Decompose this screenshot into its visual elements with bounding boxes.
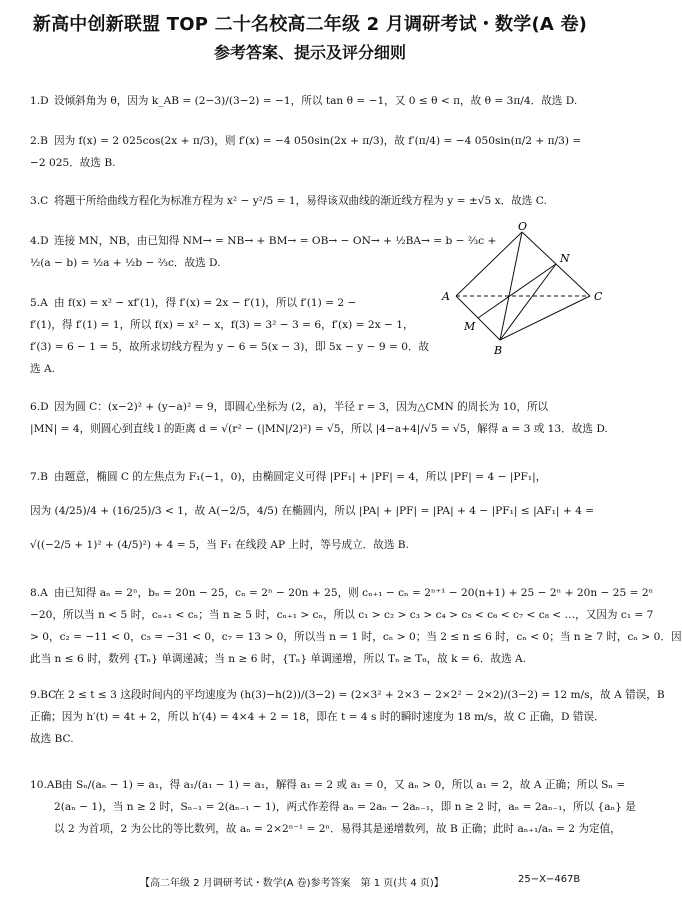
answer-line: 以 2 为首项，2 为公比的等比数列，故 aₙ = 2×2ⁿ⁻¹ = 2ⁿ．易得其是递增数列，故 B 正确；此时 aₙ₊₁/aₙ = 2 为定值， <box>54 823 621 835</box>
answer-line: f′(3) = 6 − 1 = 5，故所求切线方程为 y − 6 = 5(x − 3)，即 5x − y − 9 = 0．故 <box>30 341 430 353</box>
answer-line: 因为 (4/25)/4 + (16/25)/3 < 1，故 A(−2/5，4/5) 在椭圆内，所以 |PA| + |PF| = |PA| + 4 − |PF₁| ≤ |AF₁| + 4 = <box>30 505 595 517</box>
question-number: 7.B <box>30 471 48 483</box>
question-6 <box>30 396 608 440</box>
figure-label: C <box>594 290 603 303</box>
tetrahedron-diagram <box>438 222 606 372</box>
answer-line: 由题意，椭圆 C 的左焦点为 F₁(−1，0)，由椭圆定义可得 |PF₁| + |PF| = 4，所以 |PF| = 4 − |PF₁|， <box>54 471 547 483</box>
question-5 <box>30 292 438 380</box>
edge-OB <box>500 232 522 340</box>
question-number: 8.A <box>30 587 48 599</box>
question-9 <box>30 684 665 750</box>
answer-line: 连接 MN，NB，由已知得 NM→ = NB→ + BM→ = OB→ − ON→ + ½BA→ = b − ⅔c + <box>54 235 497 247</box>
question-3 <box>30 190 596 212</box>
segment-MN <box>478 264 556 318</box>
question-number: 10.AB <box>30 779 63 791</box>
question-number: 6.D <box>30 401 49 413</box>
question-number: 2.B <box>30 135 48 147</box>
answer-line: 此当 n ≤ 6 时，数列 {Tₙ} 单调递减；当 n ≥ 6 时，{Tₙ} 单调递增，所以 Tₙ ≥ T₆，故 k = 6．故选 A. <box>30 653 527 665</box>
question-number: 1.D <box>30 95 49 107</box>
page-subtitle: 参考答案、提示及评分细则 <box>213 43 406 62</box>
answer-line: 2(aₙ − 1)，当 n ≥ 2 时，Sₙ₋₁ = 2(aₙ₋₁ − 1)，两式作差得 aₙ = 2aₙ − 2aₙ₋₁，即 n ≥ 2 时，aₙ = 2aₙ₋₁，所以 {aₙ} 是 <box>54 801 636 813</box>
answer-line: f′(1)，得 f′(1) = 1，所以 f(x) = x² − x，f(3) = 3² − 3 = 6，f′(x) = 2x − 1， <box>30 319 414 331</box>
figure-label: A <box>442 290 450 303</box>
answer-line: 设倾斜角为 θ，因为 k_AB = (2−3)/(3−2) = −1，所以 tan θ = −1，又 0 ≤ θ < π，故 θ = 3π/4．故选 D. <box>54 95 578 107</box>
figure-label: O <box>518 220 528 233</box>
page-title: 新高中创新联盟 TOP 二十名校高二年级 2 月调研考试・数学(A 卷) <box>32 14 588 35</box>
answer-line: 因为 f(x) = 2 025cos(2x + π/3)，则 f′(x) = −4 050sin(2x + π/3)，故 f′(π/4) = −4 050sin(π/2 + π/3) = <box>54 135 582 147</box>
question-10 <box>30 774 636 840</box>
question-8 <box>30 582 682 670</box>
segment-NB <box>500 264 556 340</box>
answer-line: −20，所以当 n < 5 时，cₙ₊₁ < cₙ；当 n ≥ 5 时，cₙ₊₁ > cₙ，所以 c₁ > c₂ > c₃ > c₄ > c₅ < c₆ < c₇ < c₈ < …，又因为 c₁ = 7 <box>30 609 654 621</box>
footer-page-info: 【高二年级 2 月调研考试・数学(A 卷)参考答案 第 1 页(共 4 页)】 <box>140 878 444 889</box>
question-number: 3.C <box>30 195 49 207</box>
answer-line: 因为圆 C：(x−2)² + (y−a)² = 9，即圆心坐标为 (2，a)，半径 r = 3，因为△CMN 的周长为 10，所以 <box>54 401 549 413</box>
question-7 <box>30 466 596 556</box>
question-number: 5.A <box>30 297 48 309</box>
answer-line: 正确；因为 h′(t) = 4t + 2，所以 h′(4) = 4×4 + 2 = 18，即在 t = 4 s 时的瞬时速度为 18 m/s，故 C 正确，D 错误． <box>30 711 605 723</box>
footer-code: 25−X−467B <box>518 874 581 885</box>
tetrahedron-figure <box>438 222 606 372</box>
answer-line: 由已知得 aₙ = 2ⁿ，bₙ = 20n − 25，cₙ = 2ⁿ − 20n + 25，则 cₙ₊₁ − cₙ = 2ⁿ⁺¹ − 20(n+1) + 25 − 2ⁿ + 20n − 25 = 2ⁿ <box>54 587 654 599</box>
answer-line: 由 f(x) = x² − xf′(1)，得 f′(x) = 2x − f′(1)，所以 f′(1) = 2 − <box>54 297 357 309</box>
edge-BC <box>500 296 590 340</box>
edge-OA <box>456 232 522 296</box>
figure-label: B <box>494 344 503 357</box>
answer-line: 由 Sₙ/(aₙ − 1) = a₁，得 a₁/(a₁ − 1) = a₁，解得 a₁ = 2 或 a₁ = 0，又 aₙ > 0，所以 a₁ = 2，故 A 正确；所以 Sₙ = <box>62 779 626 791</box>
answer-line: 将题干所给曲线方程化为标准方程为 x² − y²/5 = 1，易得该双曲线的渐近线方程为 y = ±√5 x．故选 C. <box>54 195 547 207</box>
figure-label: M <box>464 320 476 333</box>
answer-line: 选 A. <box>30 363 55 375</box>
answer-line: 在 2 ≤ t ≤ 3 这段时间内的平均速度为 (h(3)−h(2))/(3−2) = (2×3² + 2×3 − 2×2² − 2×2)/(3−2) = 12 m/s，故 A 错误，B <box>54 689 665 701</box>
question-2 <box>30 130 596 174</box>
question-4 <box>30 230 497 274</box>
question-number: 9.BC <box>30 689 57 701</box>
answer-line: > 0，c₂ = −11 < 0，c₅ = −31 < 0，c₇ = 13 > 0，所以当 n = 1 时，cₙ > 0；当 2 ≤ n ≤ 6 时，cₙ < 0；当 n ≥ 7 时，cₙ > 0．因 <box>30 631 682 643</box>
question-number: 4.D <box>30 235 49 247</box>
figure-label: N <box>560 252 570 265</box>
answer-line: |MN| = 4，则圆心到直线 l 的距离 d = √(r² − (|MN|/2)²) = √5，所以 |4−a+4|/√5 = √5，解得 a = 3 或 13．故选 D. <box>30 423 608 435</box>
answer-line: √((−2/5 + 1)² + (4/5)²) + 4 = 5，当 F₁ 在线段 AP 上时，等号成立．故选 B. <box>30 539 409 551</box>
question-1 <box>30 90 596 112</box>
answer-line: 故选 BC. <box>30 733 74 745</box>
answer-line: −2 025．故选 B. <box>30 157 116 169</box>
answer-line: ½(a − b) = ½a + ½b − ⅔c．故选 D. <box>30 257 221 269</box>
